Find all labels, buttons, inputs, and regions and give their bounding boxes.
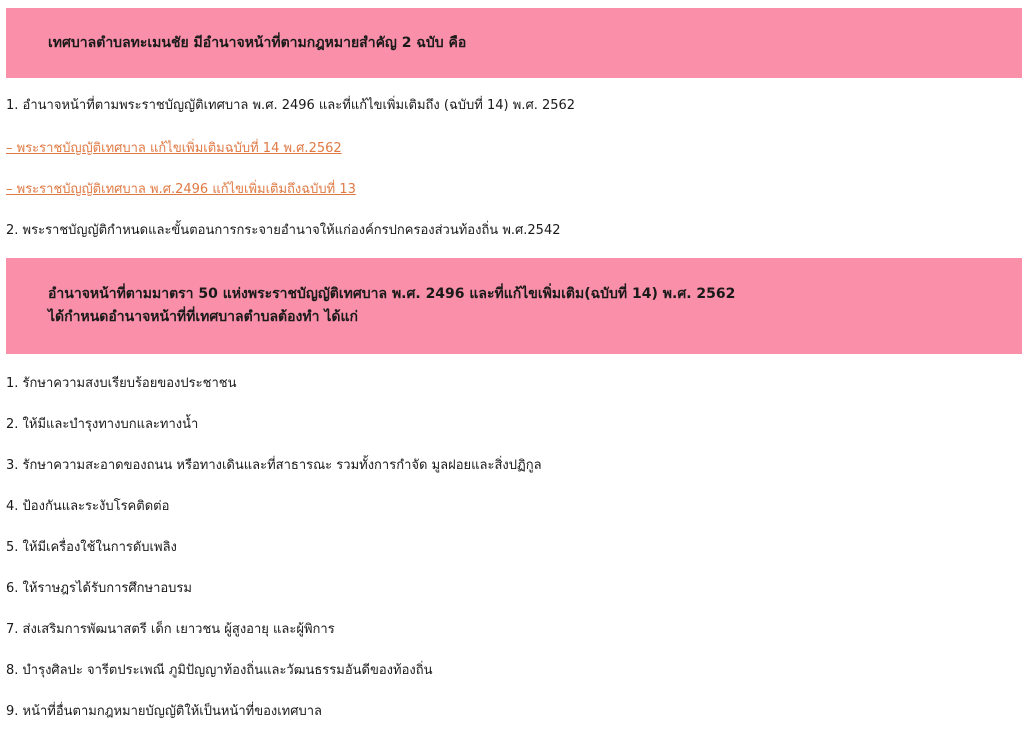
duty-item-6: 6. ให้ราษฎรได้รับการศึกษาอบรม [6, 581, 192, 596]
duty-item-7: 7. ส่งเสริมการพัฒนาสตรี เด็ก เยาวชน ผู้สูงอายุ และผู้พิการ [6, 622, 335, 637]
duty-item-8: 8. บำรุงศิลปะ จารีตประเพณี ภูมิปัญญาท้องถิ่นและวัฒนธรรมอันดีของท้องถิ่น [6, 663, 433, 678]
duty-item-2: 2. ให้มีและบำรุงทางบกและทางน้ำ [6, 417, 199, 432]
section2-heading-line2: ได้กำหนดอำนาจหน้าที่ที่เทศบาลตำบลต้องทำ ได้แก่ [48, 309, 358, 325]
duty-item-9: 9. หน้าที่อื่นตามกฎหมายบัญญัติให้เป็นหน้าที่ของเทศบาล [6, 704, 323, 719]
section1-heading: เทศบาลตำบลทะเมนชัย มีอำนาจหน้าที่ตามกฎหมายสำคัญ 2 ฉบับ คือ [48, 35, 467, 51]
duty-item-5: 5. ให้มีเครื่องใช้ในการดับเพลิง [6, 540, 177, 555]
duty-item-3: 3. รักษาความสะอาดของถนน หรือทางเดินและที่สาธารณะ รวมทั้งการกำจัด มูลฝอยและสิ่งปฏิกูล [6, 458, 542, 473]
duty-item-1: 1. รักษาความสงบเรียบร้อยของประชาชน [6, 376, 237, 391]
law-link-amendment-13[interactable]: – พระราชบัญญัติเทศบาล พ.ศ.2496 แก้ไขเพิ่มเติมถึงฉบับที่ 13 [6, 182, 356, 197]
section2-heading-banner [6, 258, 1022, 354]
duty-item-4: 4. ป้องกันและระงับโรคติดต่อ [6, 499, 170, 514]
law-item-1: 1. อำนาจหน้าที่ตามพระราชบัญญัติเทศบาล พ.ศ. 2496 และที่แก้ไขเพิ่มเติมถึง (ฉบับที่ 14) พ.ศ. 2562 [6, 98, 576, 113]
section2-heading-line1: อำนาจหน้าที่ตามมาตรา 50 แห่งพระราชบัญญัติเทศบาล พ.ศ. 2496 และที่แก้ไขเพิ่มเติม(ฉบับที่ 14) พ.ศ. 2562 [48, 286, 736, 302]
law-item-2: 2. พระราชบัญญัติกำหนดและขั้นตอนการกระจายอำนาจให้แก่องค์กรปกครองส่วนท้องถิ่น พ.ศ.2542 [6, 223, 561, 238]
law-link-amendment-14[interactable]: – พระราชบัญญัติเทศบาล แก้ไขเพิ่มเติมฉบับที่ 14 พ.ศ.2562 [6, 141, 342, 156]
section1-heading-banner [6, 8, 1022, 78]
